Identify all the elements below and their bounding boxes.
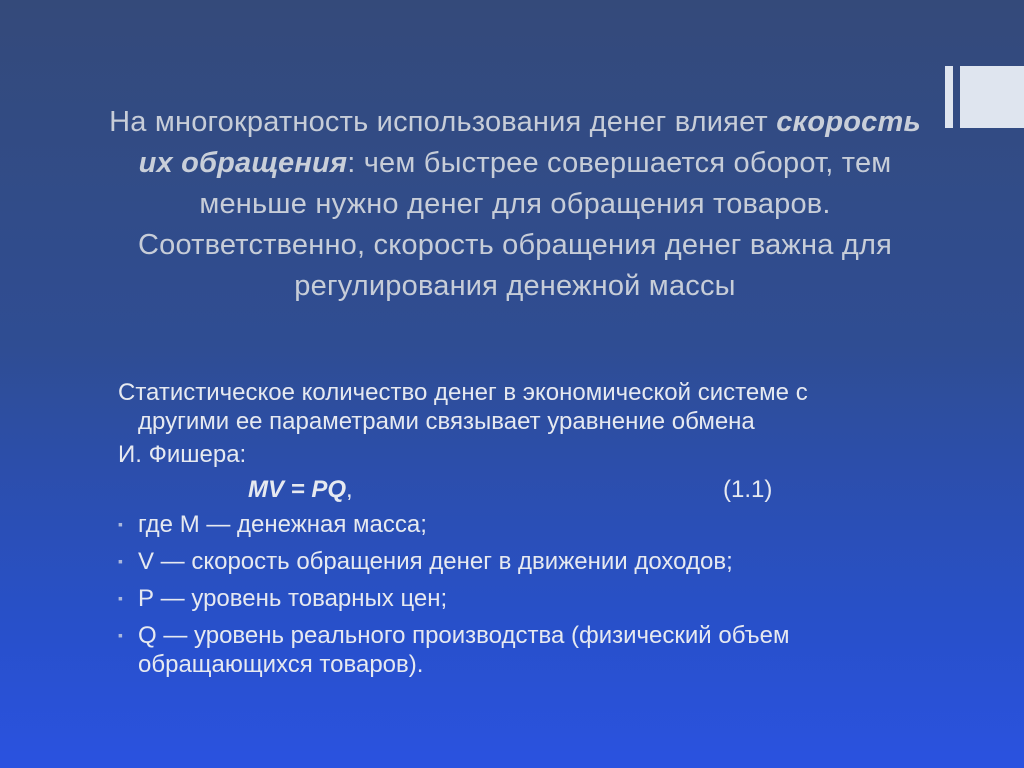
formula-suffix: , [346,476,353,503]
formula-expression: MV = PQ [248,476,347,503]
title-part-1: На многократность использования денег влияет [109,106,768,138]
list-item [118,510,918,539]
list-item [118,547,918,576]
list-item-text: Р — уровень товарных цен; [138,585,448,612]
slide-title [100,102,930,307]
square-bullet-icon: ▪ [118,553,123,569]
list-item-text: Q — уровень реального производства (физический объем обращающихся товаров). [138,622,790,678]
formula-line [118,473,918,510]
square-bullet-icon: ▪ [118,516,123,532]
formula-number: (1.1) [723,476,773,503]
bullet-list [118,510,918,679]
list-item [118,584,918,613]
formula-text [248,475,353,504]
intro-line-3: И. Фишера: [118,441,247,468]
square-bullet-icon: ▪ [118,590,123,606]
intro-line-1: Статистическое количество денег в экономической системе с [118,379,808,406]
title-part-2: : чем быстрее совершается оборот, тем меньше нужно денег для обращения товаров. Соответственно, скорость обращения денег важна для регулирования денежной массы [138,147,892,302]
list-item-text: где М — денежная масса; [138,511,427,538]
list-item-text: V — скорость обращения денег в движении доходов; [138,548,733,575]
title-emphasis: скорость их обращения [138,106,921,179]
square-bullet-icon: ▪ [118,627,123,643]
list-item [118,621,918,679]
intro-line-2: другими ее параметрами связывает уравнение обмена [138,408,755,435]
decoration-bar-thin [945,66,953,128]
slide-body [118,378,918,687]
decoration-bar-wide [960,66,1024,128]
